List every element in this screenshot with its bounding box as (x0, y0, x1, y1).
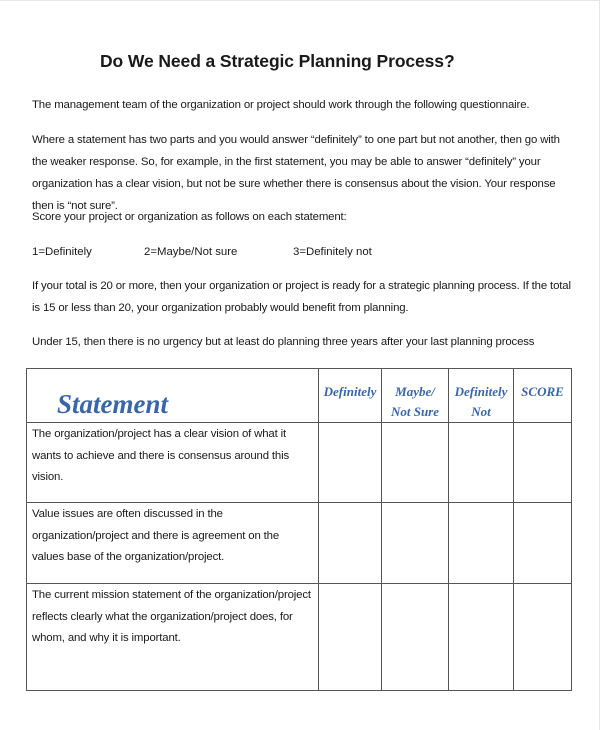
result-low-paragraph: Under 15, then there is no urgency but at least do planning three years after your last planning process (32, 336, 535, 348)
maybe-cell[interactable] (382, 584, 449, 691)
intro-paragraph: The management team of the organization or project should work through the following questionnaire. (32, 99, 530, 111)
definitely-not-cell[interactable] (449, 423, 514, 503)
score-cell[interactable] (514, 423, 572, 503)
scale-maybe: 2=Maybe/Not sure (144, 246, 238, 258)
table-row (27, 423, 572, 503)
score-prompt: Score your project or organization as follows on each statement: (32, 211, 347, 223)
header-definitely: Definitely (319, 369, 382, 423)
header-maybe (382, 369, 449, 423)
table-row (27, 584, 572, 691)
questionnaire-table (26, 368, 572, 691)
maybe-cell[interactable] (382, 503, 449, 584)
maybe-cell[interactable] (382, 423, 449, 503)
definitely-not-cell[interactable] (449, 503, 514, 584)
header-definitely-not (449, 369, 514, 423)
definitely-cell[interactable] (319, 423, 382, 503)
header-not-line2: Not (471, 404, 491, 419)
score-cell[interactable] (514, 503, 572, 584)
header-maybe-line1: Maybe/ (395, 384, 435, 399)
definitely-not-cell[interactable] (449, 584, 514, 691)
score-cell[interactable] (514, 584, 572, 691)
document-title: Do We Need a Strategic Planning Process? (100, 51, 455, 71)
header-maybe-line2: Not Sure (390, 404, 440, 419)
definitely-cell[interactable] (319, 584, 382, 691)
statement-cell: The current mission statement of the organization/project reflects clearly what the organization/project does, for whom, and why it is important. (27, 584, 319, 691)
scale-definitely: 1=Definitely (32, 246, 92, 258)
result-high-paragraph: If your total is 20 or more, then your organization or project is ready for a strategic planning process. If the total is 15 or less than 20, your organization probably would benefit from planning. (32, 280, 571, 314)
scale-definitely-not: 3=Definitely not (293, 246, 372, 258)
statement-cell: The organization/project has a clear vision of what it wants to achieve and there is consensus around this vision. (27, 423, 319, 503)
statement-cell: Value issues are often discussed in the organization/project and there is agreement on the values base of the organization/project. (27, 503, 319, 584)
header-statement: Statement (27, 369, 319, 423)
table-header-row (27, 369, 572, 423)
header-not-line1: Definitely (454, 384, 508, 399)
instructions-paragraph: Where a statement has two parts and you would answer “definitely” to one part but not another, then go with the weaker response. So, for example, in the first statement, you may be able to answer “definitely” your organization has a clear vision, but not be sure whether there is consensus about the vision. Your response then is “not sure”. (32, 134, 560, 212)
definitely-cell[interactable] (319, 503, 382, 584)
table-row (27, 503, 572, 584)
header-score: SCORE (514, 369, 572, 423)
